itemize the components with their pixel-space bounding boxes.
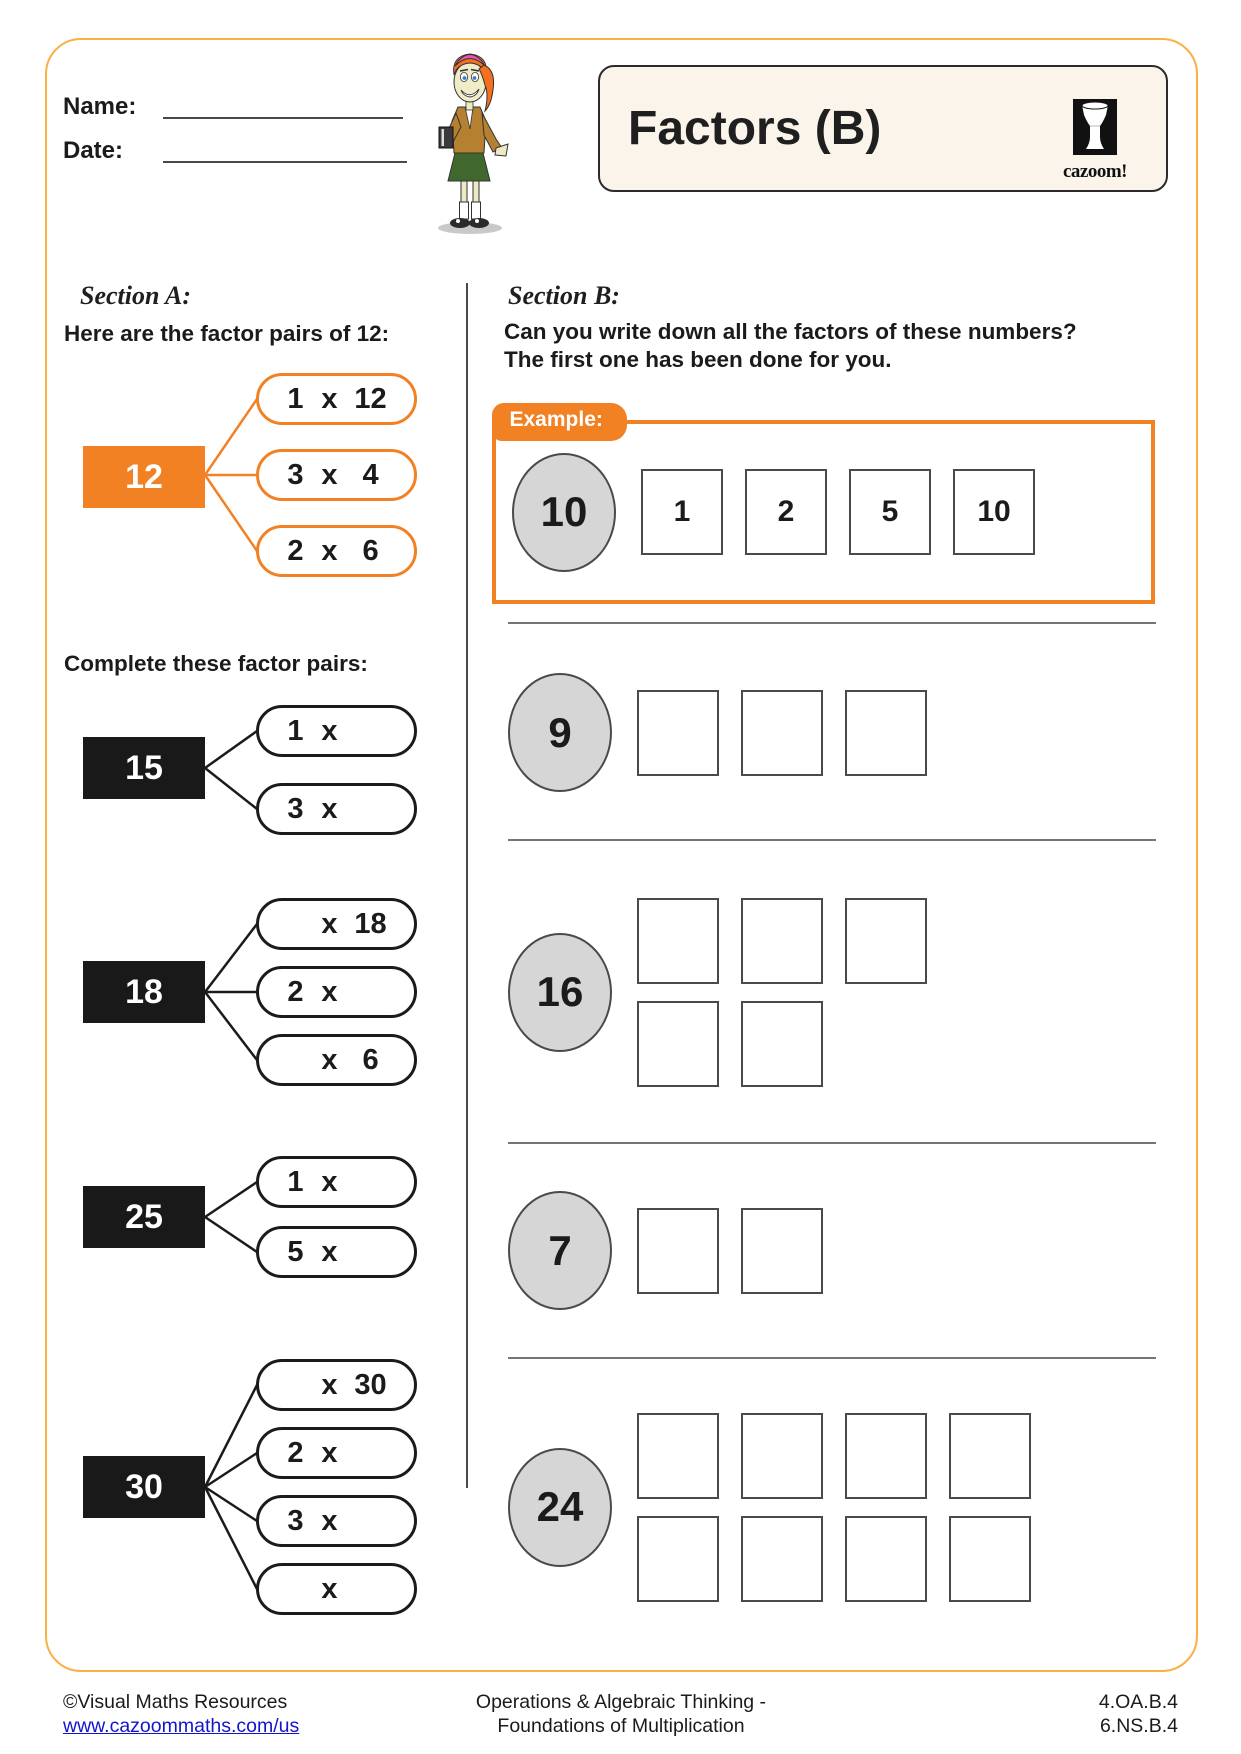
times-sign: x bbox=[321, 534, 338, 567]
title-box bbox=[598, 65, 1168, 192]
example-label: Example: bbox=[492, 403, 627, 441]
factor-pill: x 30 bbox=[256, 1359, 417, 1411]
factor-pill: 3 x bbox=[256, 783, 417, 835]
factor-answer-box: 5 bbox=[849, 469, 931, 555]
factor-pill: 1 x 12 bbox=[256, 373, 417, 425]
problem-row-16 bbox=[508, 897, 927, 1087]
name-line bbox=[163, 117, 403, 119]
times-sign: x bbox=[321, 1504, 338, 1537]
section-a-heading: Section A: bbox=[80, 281, 191, 310]
footer-left bbox=[63, 1690, 299, 1738]
row-separator bbox=[508, 622, 1156, 624]
times-sign: x bbox=[321, 458, 338, 491]
number-circle: 9 bbox=[508, 673, 612, 792]
factor-diagram-25 bbox=[83, 1156, 417, 1278]
row-separator bbox=[508, 1142, 1156, 1144]
answer-box bbox=[949, 1413, 1031, 1499]
topic-line1: Operations & Algebraic Thinking - bbox=[475, 1691, 767, 1713]
times-sign: x bbox=[321, 907, 338, 940]
answer-box bbox=[741, 898, 823, 984]
number-circle: 10 bbox=[512, 453, 616, 572]
footer-right bbox=[1000, 1690, 1178, 1738]
page-title: Factors (B) bbox=[628, 102, 882, 155]
factor-number-box: 30 bbox=[83, 1456, 205, 1518]
problem-row-24 bbox=[508, 1412, 1031, 1602]
answer-box bbox=[845, 1413, 927, 1499]
drum-icon bbox=[1073, 99, 1117, 155]
answer-box bbox=[637, 1413, 719, 1499]
answer-box bbox=[637, 1208, 719, 1294]
times-sign: x bbox=[321, 1436, 338, 1469]
times-sign: x bbox=[321, 1235, 338, 1268]
problem-row-9 bbox=[508, 675, 927, 790]
topic-line2: Foundations of Multiplication bbox=[497, 1715, 745, 1737]
number-circle: 16 bbox=[508, 933, 612, 1052]
copyright-text: ©Visual Maths Resources bbox=[63, 1691, 288, 1713]
answer-box bbox=[637, 898, 719, 984]
brand-name: cazoom! bbox=[1062, 161, 1128, 182]
answer-box bbox=[637, 690, 719, 776]
factor-number-box: 15 bbox=[83, 737, 205, 799]
factor-diagram-15 bbox=[83, 705, 417, 835]
standard-code-2: 6.NS.B.4 bbox=[1099, 1715, 1178, 1737]
factor-diagram-12 bbox=[83, 373, 417, 577]
example-box bbox=[492, 408, 1155, 604]
factor-pill: 2 x bbox=[256, 966, 417, 1018]
number-circle: 24 bbox=[508, 1448, 612, 1567]
factor-number-box: 25 bbox=[83, 1186, 205, 1248]
answer-box bbox=[845, 898, 927, 984]
answer-box bbox=[845, 1516, 927, 1602]
factor-pill: x 6 bbox=[256, 1034, 417, 1086]
answer-box bbox=[741, 1208, 823, 1294]
times-sign: x bbox=[321, 1368, 338, 1401]
factor-pill: 5 x bbox=[256, 1226, 417, 1278]
factor-diagram-30 bbox=[83, 1359, 417, 1615]
factor-pill bbox=[256, 1563, 417, 1615]
problem-row-7 bbox=[508, 1193, 823, 1308]
answer-box bbox=[741, 690, 823, 776]
section-b-prompt-line2: The first one has been done for you. bbox=[504, 347, 892, 372]
answer-box bbox=[637, 1516, 719, 1602]
factor-pill: 2 x 6 bbox=[256, 525, 417, 577]
factor-number-box: 12 bbox=[83, 446, 205, 508]
factor-answer-box: 2 bbox=[745, 469, 827, 555]
row-separator bbox=[508, 839, 1156, 841]
date-label: Date: bbox=[63, 137, 124, 164]
date-line bbox=[163, 161, 407, 163]
times-sign: x bbox=[321, 1043, 338, 1076]
section-b-prompt-line1: Can you write down all the factors of these numbers? bbox=[504, 319, 1077, 344]
factor-diagram-18 bbox=[83, 898, 417, 1086]
factor-pill: 2 x bbox=[256, 1427, 417, 1479]
footer-center bbox=[400, 1690, 842, 1738]
answer-box bbox=[949, 1516, 1031, 1602]
factor-number-box: 18 bbox=[83, 961, 205, 1023]
section-a-intro: Here are the factor pairs of 12: bbox=[64, 321, 390, 346]
section-divider-line bbox=[466, 283, 468, 1488]
factor-pill: 3 x 4 bbox=[256, 449, 417, 501]
times-sign: x bbox=[321, 975, 338, 1008]
times-sign: x bbox=[321, 1572, 338, 1605]
factor-pill: 1 x bbox=[256, 705, 417, 757]
times-sign: x bbox=[321, 382, 338, 415]
factor-answer-box: 1 bbox=[641, 469, 723, 555]
number-circle: 7 bbox=[508, 1191, 612, 1310]
times-sign: x bbox=[321, 714, 338, 747]
answer-box bbox=[637, 1001, 719, 1087]
times-sign: x bbox=[321, 1165, 338, 1198]
factor-pill: 3 x bbox=[256, 1495, 417, 1547]
row-separator bbox=[508, 1357, 1156, 1359]
times-sign: x bbox=[321, 792, 338, 825]
schoolgirl-illustration bbox=[420, 45, 515, 235]
standard-code-1: 4.OA.B.4 bbox=[1098, 1691, 1178, 1713]
name-label: Name: bbox=[63, 93, 137, 120]
section-b-heading: Section B: bbox=[508, 281, 620, 310]
answer-box bbox=[741, 1516, 823, 1602]
complete-prompt: Complete these factor pairs: bbox=[64, 651, 368, 676]
cazoom-link[interactable]: www.cazoommaths.com/us bbox=[63, 1715, 300, 1737]
answer-box bbox=[741, 1413, 823, 1499]
factor-answer-box: 10 bbox=[953, 469, 1035, 555]
factor-pill: 1 x bbox=[256, 1156, 417, 1208]
cazoom-logo bbox=[1050, 99, 1140, 183]
answer-box bbox=[845, 690, 927, 776]
factor-pill: x 18 bbox=[256, 898, 417, 950]
answer-box bbox=[741, 1001, 823, 1087]
